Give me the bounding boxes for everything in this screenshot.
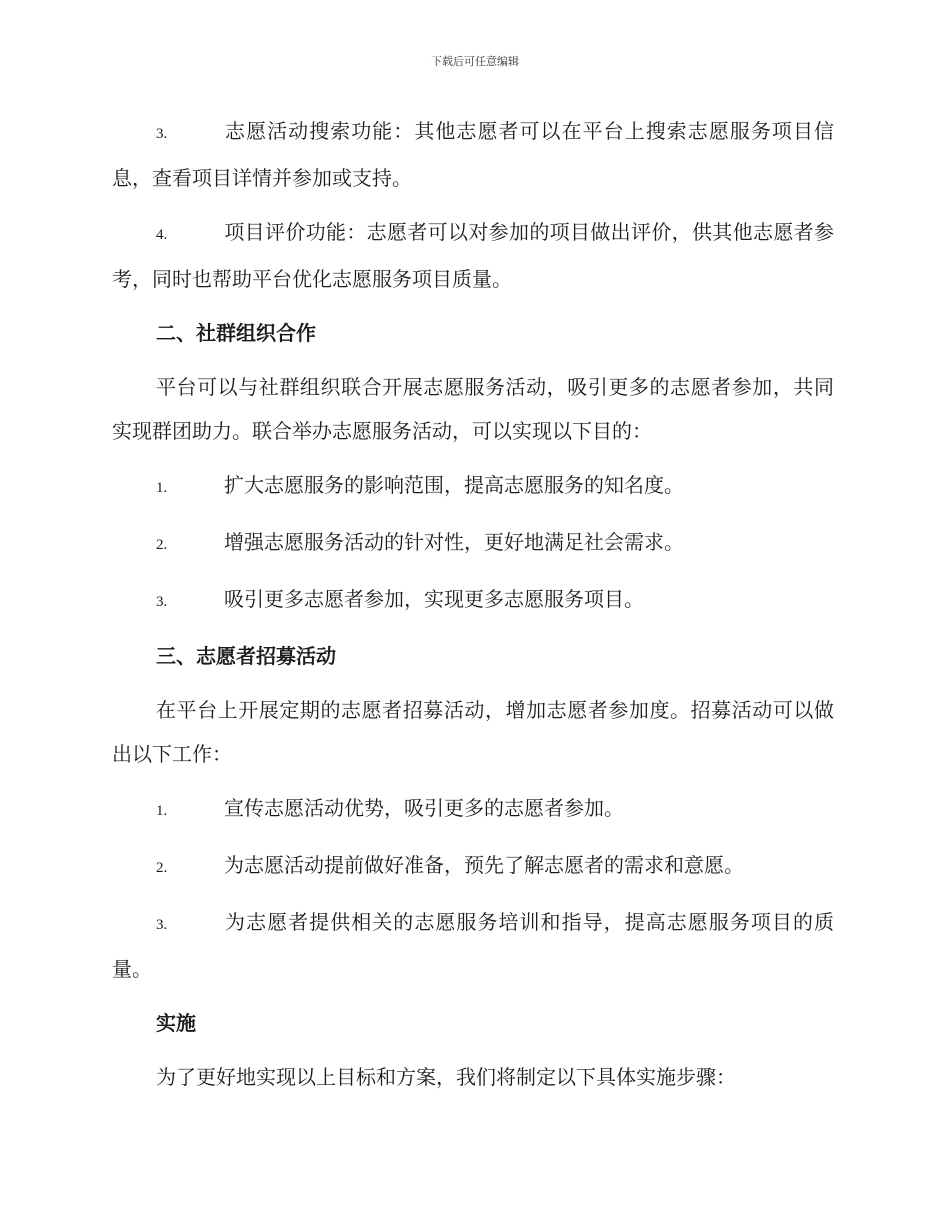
list-number: 2.	[156, 537, 168, 553]
list-item	[112, 520, 834, 567]
section-heading: 三、志愿者招募活动	[156, 644, 336, 668]
list-item	[112, 786, 834, 833]
paragraph: 在平台上开展定期的志愿者招募活动，增加志愿者参加度。招募活动可以做出以下工作：	[112, 698, 834, 766]
list-item-text: 项目评价功能：志愿者可以对参加的项目做出评价，供其他志愿者参考，同时也帮助平台优化志愿服务项目质量。	[112, 220, 834, 291]
list-item	[112, 577, 834, 624]
list-item-text: 志愿活动搜索功能：其他志愿者可以在平台上搜索志愿服务项目信息，查看项目详情并参加或支持。	[112, 119, 834, 190]
list-item	[112, 210, 834, 301]
document-body	[112, 109, 834, 1109]
list-number: 2.	[156, 860, 168, 876]
list-number: 3.	[156, 917, 168, 933]
list-item	[112, 900, 834, 991]
list-item-text: 为志愿者提供相关的志愿服务培训和指导，提高志愿服务项目的质量。	[112, 910, 834, 981]
list-item	[112, 463, 834, 510]
list-item	[112, 843, 834, 890]
list-item-text: 增强志愿服务活动的针对性，更好地满足社会需求。	[224, 530, 684, 554]
section-heading: 实施	[156, 1011, 196, 1035]
list-number: 1.	[156, 803, 168, 819]
list-number: 4.	[156, 227, 168, 243]
list-number: 3.	[156, 126, 168, 142]
page-header: 下载后可任意编辑	[431, 55, 519, 68]
paragraph: 为了更好地实现以上目标和方案，我们将制定以下具体实施步骤：	[156, 1065, 736, 1089]
list-item-text: 扩大志愿服务的影响范围，提高志愿服务的知名度。	[224, 473, 684, 497]
paragraph: 平台可以与社群组织联合开展志愿服务活动，吸引更多的志愿者参加，共同实现群团助力。联合举办志愿服务活动，可以实现以下目的：	[112, 375, 834, 443]
list-number: 1.	[156, 480, 168, 496]
list-item-text: 为志愿活动提前做好准备，预先了解志愿者的需求和意愿。	[224, 853, 744, 877]
list-item	[112, 109, 834, 200]
list-item-text: 宣传志愿活动优势，吸引更多的志愿者参加。	[224, 796, 624, 820]
list-number: 3.	[156, 594, 168, 610]
list-item-text: 吸引更多志愿者参加，实现更多志愿服务项目。	[224, 587, 644, 611]
section-heading: 二、社群组织合作	[156, 321, 316, 345]
